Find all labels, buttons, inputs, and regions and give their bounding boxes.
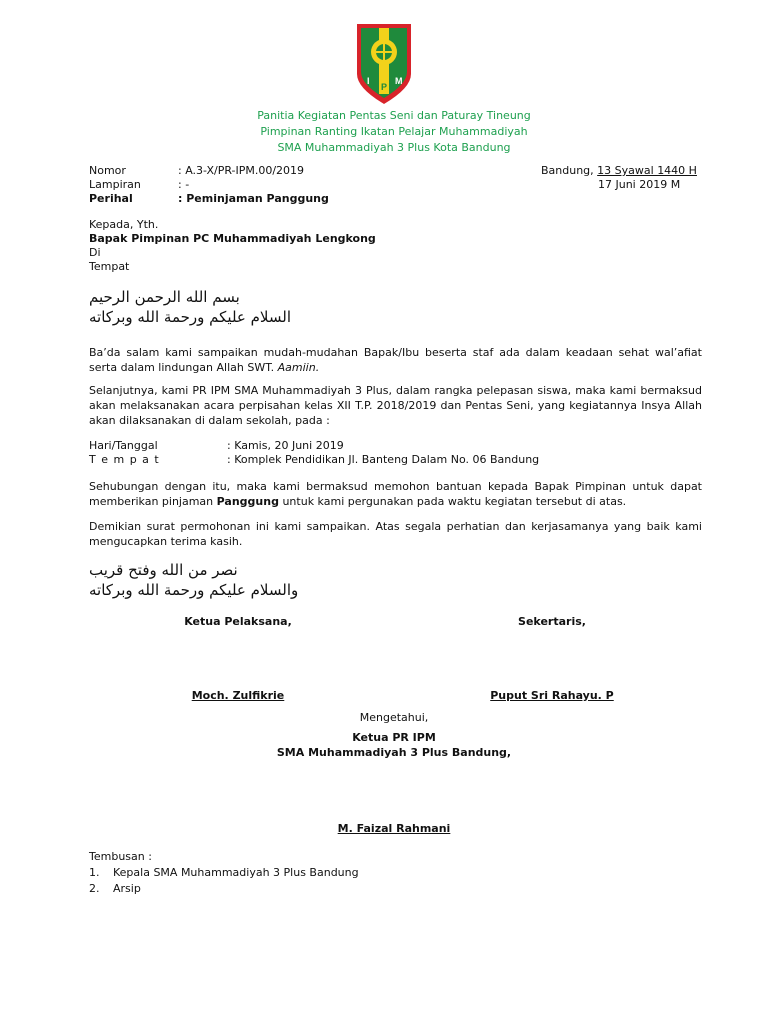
header-line-1: Panitia Kegiatan Pentas Seni dan Paturay Tineung xyxy=(257,109,531,122)
perihal-value: : Peminjaman Panggung xyxy=(178,192,329,205)
mengetahui: Mengetahui, xyxy=(359,711,429,724)
paragraph-3-text-a: Sehubungan dengan itu, maka kami bermaksud memohon bantuan kepada Bapak Pimpinan untuk dapat memberikan pinjaman xyxy=(89,480,702,508)
tempat-label: T e m p a t xyxy=(89,453,160,466)
nasrun-minallah: نصر من الله وفتح قريب xyxy=(89,561,238,579)
basmalah: بسم الله الرحمن الرحيم xyxy=(89,288,240,306)
tembusan-item xyxy=(89,866,359,879)
tembusan-item-text: Arsip xyxy=(113,882,141,895)
lampiran-value: : - xyxy=(178,178,190,191)
aamiin-text: Aamiin. xyxy=(277,361,320,374)
tembusan-item-text: Kepala SMA Muhammadiyah 3 Plus Bandung xyxy=(113,866,359,879)
header-line-2: Pimpinan Ranting Ikatan Pelajar Muhammadiyah xyxy=(260,125,528,138)
greg-date: 17 Juni 2019 M xyxy=(598,178,681,191)
tembusan-item xyxy=(89,882,141,895)
logo-letter-i: I xyxy=(367,76,370,86)
school-name: SMA Muhammadiyah 3 Plus Bandung, xyxy=(276,746,512,759)
ketua-pr-name: M. Faizal Rahmani xyxy=(337,822,451,835)
ketua-pelaksana-name: Moch. Zulfikrie xyxy=(191,689,285,702)
salam-open: السلام عليكم ورحمة الله وبركاته xyxy=(89,308,291,326)
perihal-label: Perihal xyxy=(89,192,133,205)
lampiran-label: Lampiran xyxy=(89,178,141,191)
recipient-name: Bapak Pimpinan PC Muhammadiyah Lengkong xyxy=(89,232,376,245)
tembusan-item-number: 1. xyxy=(89,866,100,879)
paragraph-2: Selanjutnya, kami PR IPM SMA Muhammadiyah 3 Plus, dalam rangka pelepasan siswa, maka kami bermaksud akan melaksanakan acara perpisahan kelas XII T.P. 2018/2019 dan Pentas Seni, yang kegiatannya Insya Allah akan dilaksanakan di dalam sekolah, pada : xyxy=(89,384,702,427)
paragraph-3 xyxy=(89,479,702,509)
hijri-date: 13 Syawal 1440 H xyxy=(597,164,697,177)
nomor-value: : A.3-X/PR-IPM.00/2019 xyxy=(178,164,305,177)
letterhead xyxy=(0,108,768,156)
logo-letter-p: P xyxy=(381,82,388,92)
tembusan-item-number: 2. xyxy=(89,882,100,895)
recipient-greeting: Kepada, Yth. xyxy=(89,218,159,231)
tembusan-label: Tembusan : xyxy=(89,850,152,863)
letter-date-hijri xyxy=(541,164,697,177)
hari-value: : Kamis, 20 Juni 2019 xyxy=(227,439,344,452)
sekretaris-title: Sekertaris, xyxy=(518,615,586,628)
header-line-3: SMA Muhammadiyah 3 Plus Kota Bandung xyxy=(277,141,511,154)
paragraph-4: Demikian surat permohonan ini kami sampaikan. Atas segala perhatian dan kerjasamanya yang baik kami mengucapkan terima kasih. xyxy=(89,520,702,548)
recipient-di: Di xyxy=(89,246,101,259)
paragraph-1-text: Ba’da salam kami sampaikan mudah-mudahan Bapak/Ibu beserta staf ada dalam keadaan sehat wal’afiat serta dalam lindungan Allah SWT. xyxy=(89,346,702,374)
sekretaris-name: Puput Sri Rahayu. P xyxy=(490,689,614,702)
paragraph-3-text-b: untuk kami pergunakan pada waktu kegiatan tersebut di atas. xyxy=(278,495,627,508)
ketua-pr-title: Ketua PR IPM xyxy=(352,731,436,744)
panggung-text: Panggung xyxy=(216,495,279,508)
recipient-tempat: Tempat xyxy=(89,260,130,273)
hari-label: Hari/Tanggal xyxy=(89,439,158,452)
salam-close: والسلام عليكم ورحمة الله وبركاته xyxy=(89,581,299,599)
nomor-label: Nomor xyxy=(89,164,126,177)
logo-letter-m: M xyxy=(395,76,403,86)
tempat-value: : Komplek Pendidikan Jl. Banteng Dalam No. 06 Bandung xyxy=(227,453,540,466)
ketua-pelaksana-title: Ketua Pelaksana, xyxy=(184,615,292,628)
place: Bandung, xyxy=(541,164,598,177)
paragraph-1 xyxy=(89,345,702,375)
ipm-logo xyxy=(355,22,413,106)
